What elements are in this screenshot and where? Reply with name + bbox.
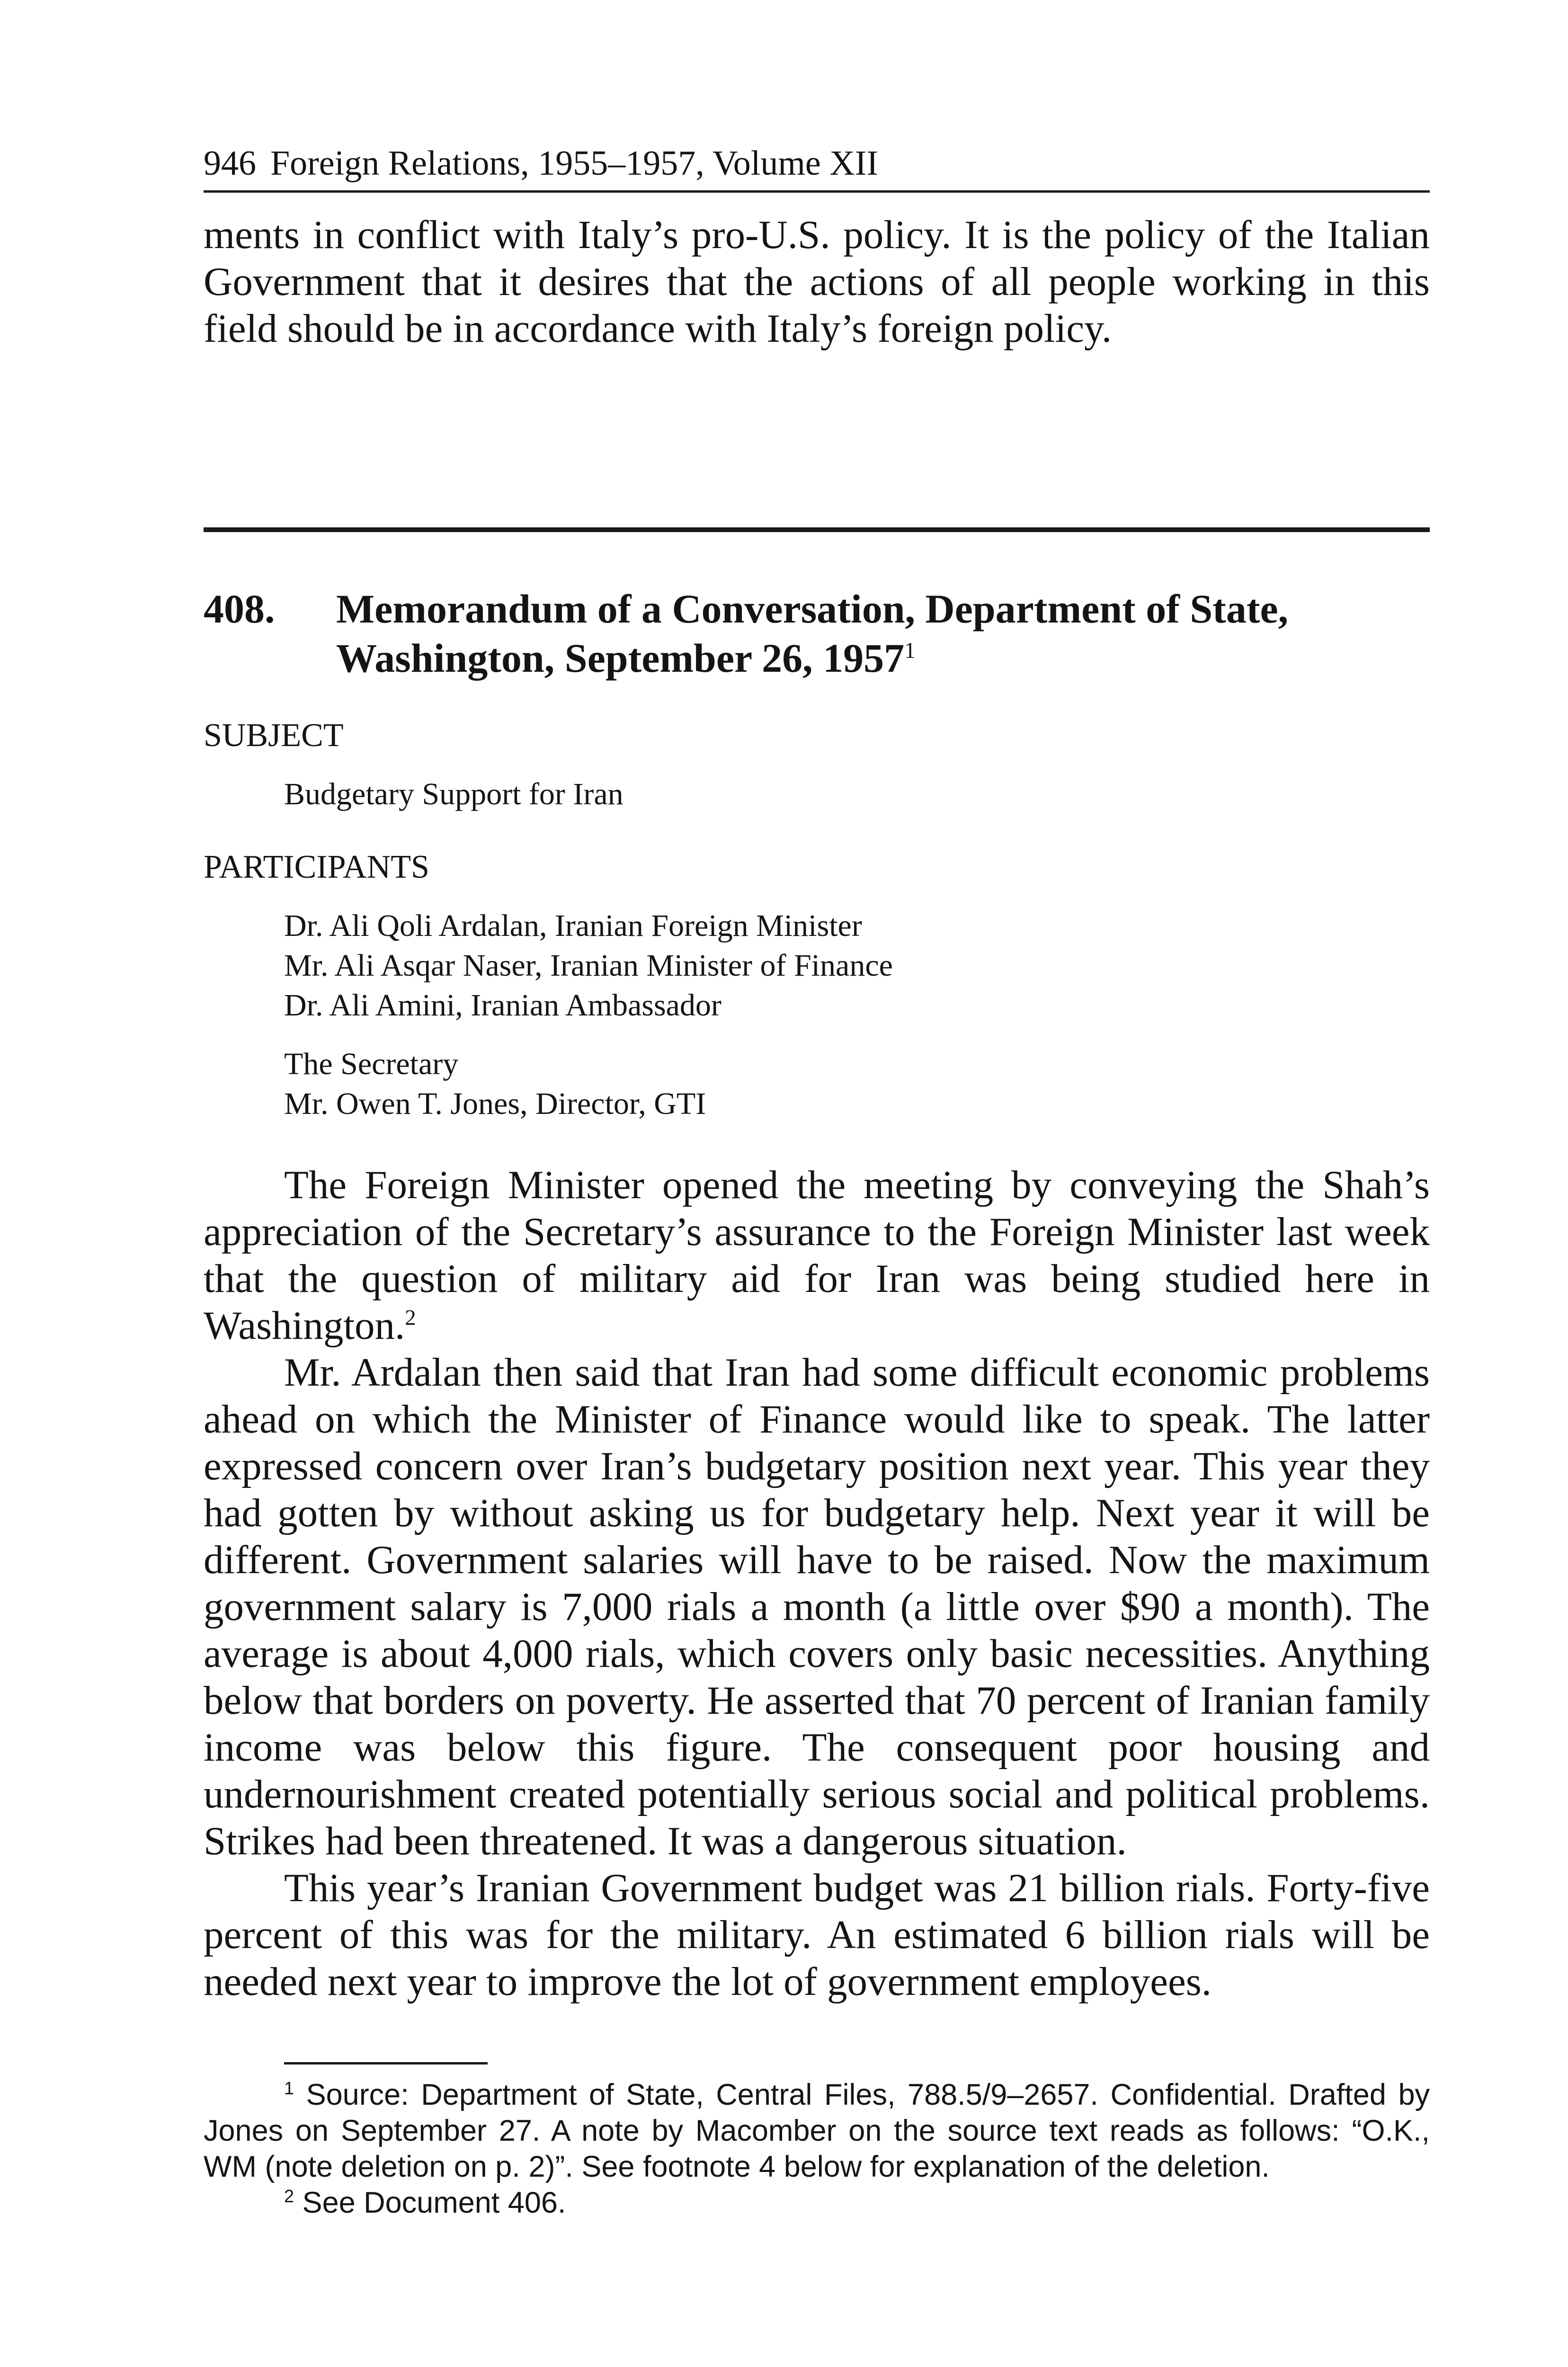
footnotes xyxy=(204,2077,1430,2221)
footnote-text: Source: Department of State, Central Files, 788.5/9–2657. Confidential. Drafted by Jones on September 27. A note by Macomber on the source text reads as follows: “O.K., WM (note deletion on p. 2)”. See footnote 4 below for explanation of the deletion. xyxy=(204,2078,1430,2183)
document-heading xyxy=(204,584,1430,683)
participant: The Secretary xyxy=(284,1047,459,1081)
body-paragraph-text: The Foreign Minister opened the meeting by conveying the Shah’s appreciation of the Secretary’s assurance to the Foreign Minister last week that the question of military aid for Iran was being studied here in Washington. xyxy=(204,1163,1430,1348)
document-title-line-1: Memorandum of a Conversation, Department of State, xyxy=(336,586,1289,632)
document-number: 408. xyxy=(204,586,275,632)
subject-value: Budgetary Support for Iran xyxy=(284,777,624,811)
participant: Dr. Ali Qoli Ardalan, Iranian Foreign Minister xyxy=(284,908,862,943)
running-title: Foreign Relations, 1955–1957, Volume XII xyxy=(270,144,878,183)
participant: Mr. Ali Asqar Naser, Iranian Minister of Finance xyxy=(284,948,893,983)
participants-spacer xyxy=(284,1025,1430,1044)
footnote-text: See Document 406. xyxy=(302,2186,566,2219)
footnote-ref-2: 2 xyxy=(405,1305,416,1330)
footnote-divider xyxy=(284,2062,488,2064)
participant: Dr. Ali Amini, Iranian Ambassador xyxy=(284,988,722,1023)
document-page xyxy=(204,142,1430,2221)
footnote xyxy=(204,2077,1430,2185)
footnote xyxy=(204,2185,1430,2221)
subject-label: SUBJECT xyxy=(204,717,344,754)
footnote-marker: 2 xyxy=(284,2187,294,2207)
continued-paragraph: ments in conflict with Italy’s pro-U.S. policy. It is the policy of the Italian Government that it desires that the actions of all people working in this field should be in accordance with Italy’s foreign policy. xyxy=(204,213,1430,351)
body-paragraph: Mr. Ardalan then said that Iran had some difficult economic problems ahead on which the Minister of Finance would like to speak. The latter expressed concern over Iran’s budgetary position next year. This year they had gotten by without asking us for budgetary help. Next year it will be different. Government salaries will have to be raised. Now the maximum government salary is 7,000 rials a month (a little over $90 a month). The average is about 4,000 rials, which covers only basic necessities. Anything below that borders on poverty. He asserted that 70 percent of Iranian family income was below this figure. The consequent poor housing and undernourishment created potentially serious social and political problems. Strikes had been threatened. It was a dangerous situation. xyxy=(204,1350,1430,1863)
document-title xyxy=(336,584,1288,683)
participants-list xyxy=(284,906,1430,1124)
running-header xyxy=(204,142,1430,193)
body-paragraph xyxy=(204,1162,1430,1349)
memorandum-body xyxy=(204,1162,1430,2005)
page-number: 946 xyxy=(204,144,256,183)
participant: Mr. Owen T. Jones, Director, GTI xyxy=(284,1086,706,1121)
section-divider xyxy=(204,527,1430,532)
document-title-line-2 xyxy=(336,633,1288,683)
participants-label: PARTICIPANTS xyxy=(204,849,429,885)
body-paragraph: This year’s Iranian Government budget was 21 billion rials. Forty-five percent of this was for the military. An estimated 6 billion rials will be needed next year to improve the lot of government employees. xyxy=(204,1866,1430,2004)
footnote-ref-1: 1 xyxy=(904,638,916,663)
document-title-line-2-text: Washington, September 26, 1957 xyxy=(336,635,905,681)
footnote-marker: 1 xyxy=(284,2079,294,2099)
